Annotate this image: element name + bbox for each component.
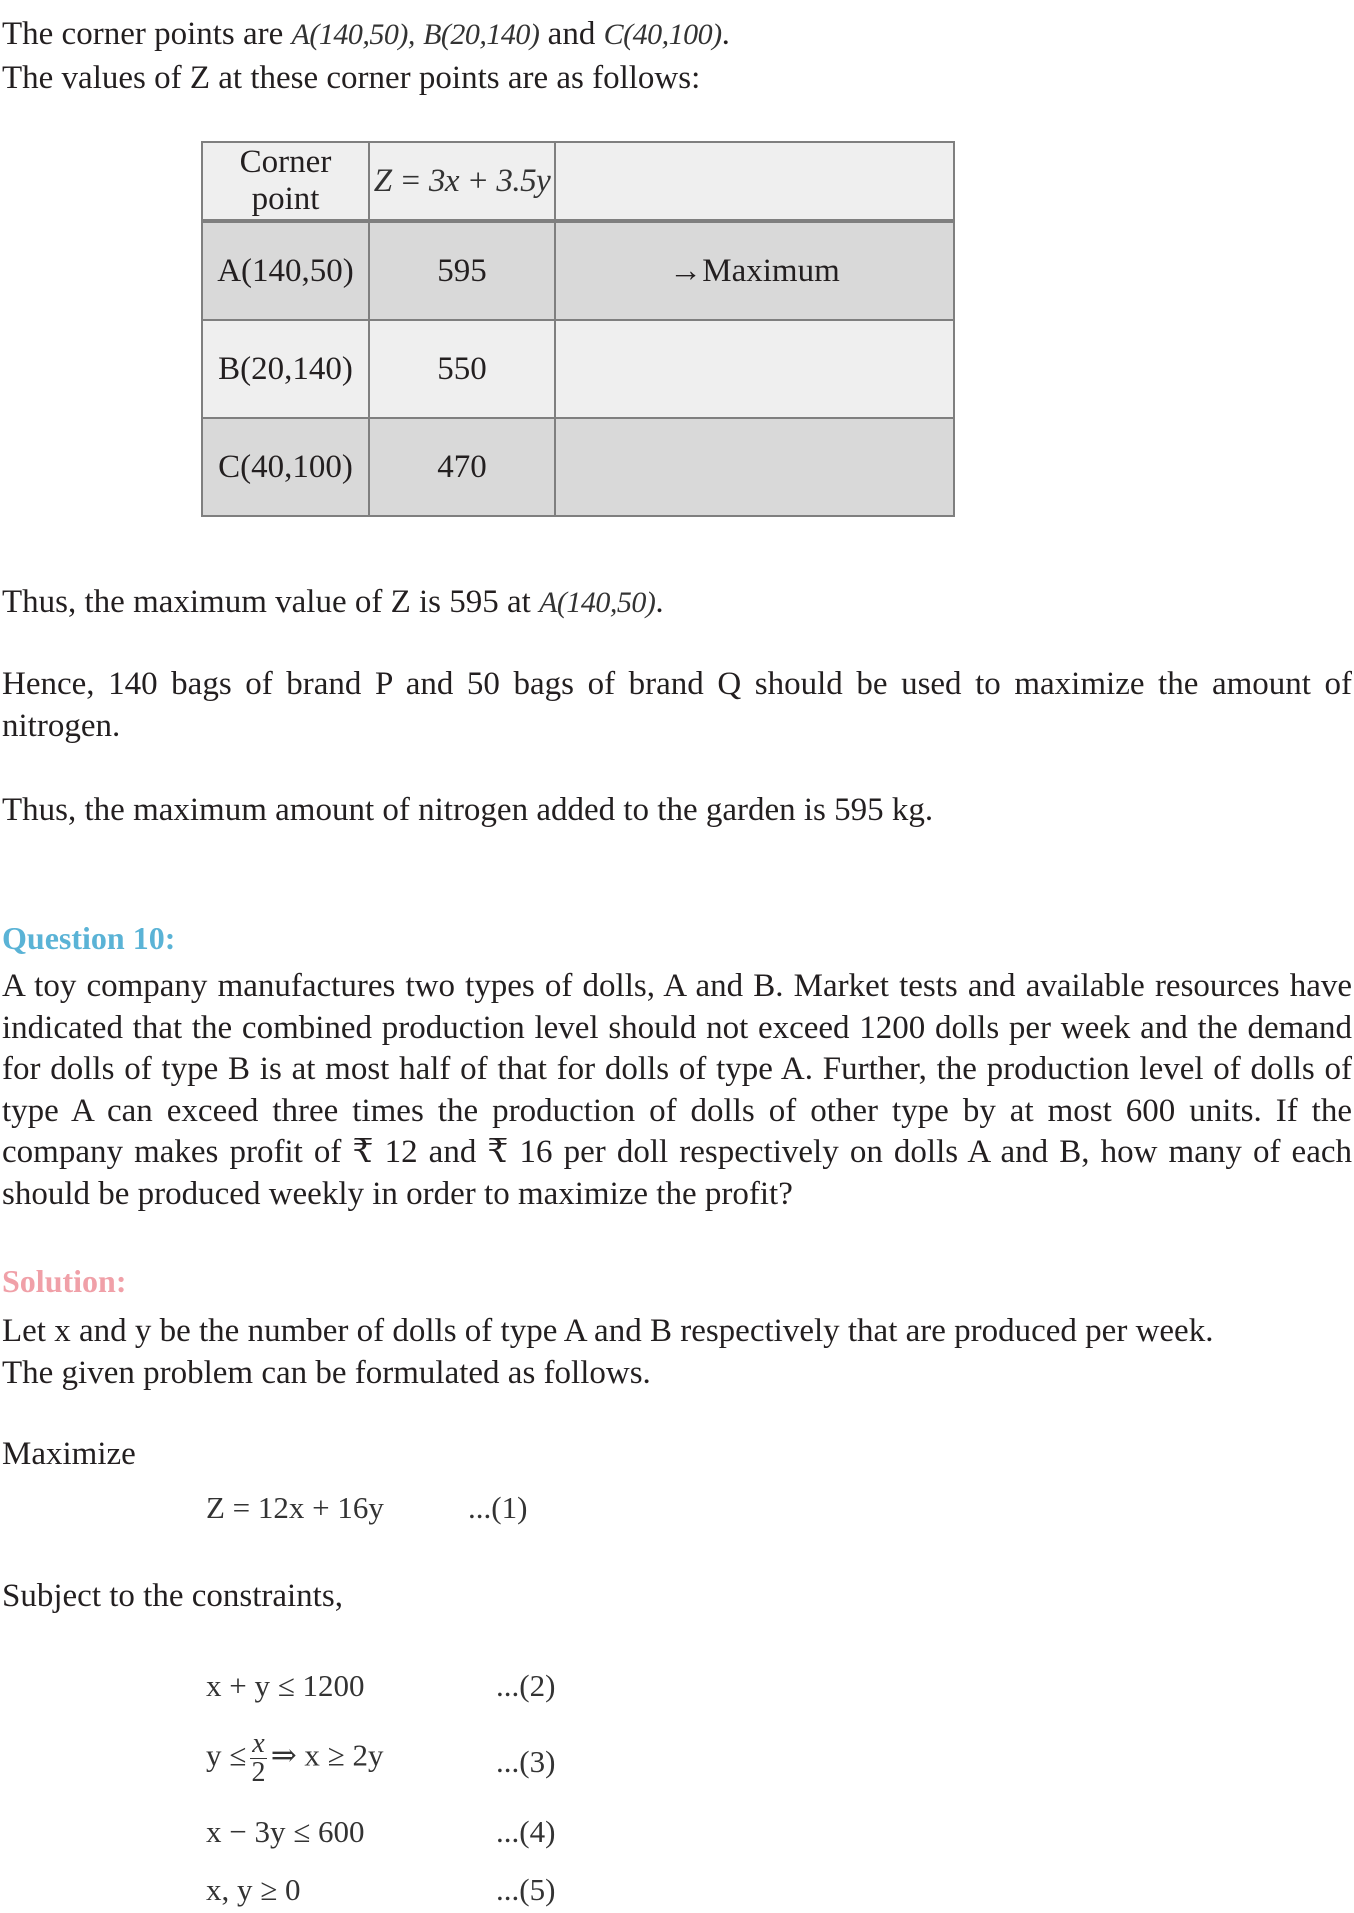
cell-point: A(140,50)	[202, 221, 369, 320]
values-intro-line: The values of Z at these corner points are as follows:	[2, 60, 701, 96]
subject-to-label: Subject to the constraints,	[2, 1578, 343, 1614]
max-point-label: A(140,50)	[539, 586, 656, 619]
cell-note: →Maximum	[555, 221, 954, 320]
cell-point: C(40,100)	[202, 418, 369, 516]
maximize-label: Maximize	[2, 1436, 136, 1472]
cell-note	[555, 418, 954, 516]
table-row	[202, 320, 954, 418]
fraction-x-over-2	[250, 1730, 266, 1787]
point-c-label: C(40,100)	[603, 18, 722, 51]
cell-point: B(20,140)	[202, 320, 369, 418]
question-paragraph: A toy company manufactures two types of dolls, A and B. Market tests and available resources have indicated that the combined production level should not exceed 1200 dolls per week and the demand for dolls of type B is at most half of that for dolls of type A. Further, the production level of dolls of type A can exceed three times the production of dolls of other type by at most 600 units. If the company makes profit of ₹ 12 and ₹ 16 per doll respectively on dolls A and B, how many of each should be produced weekly in order to maximize the profit?	[2, 968, 1352, 1212]
constraint-2: x + y ≤ 1200	[206, 1668, 365, 1703]
cell-value: 595	[369, 221, 555, 320]
solution-intro-line-2: The given problem can be formulated as follows.	[2, 1355, 651, 1391]
max-value-text: Thus, the maximum value of Z is 595 at	[2, 584, 531, 620]
header-corner-point: Corner point	[202, 142, 369, 221]
header-note	[555, 142, 954, 221]
point-a-label: A(140,50)	[291, 18, 408, 51]
solution-intro-line-1: Let x and y be the number of dolls of type A and B respectively that are produced per week.	[2, 1313, 1214, 1349]
table-header-row	[202, 142, 954, 221]
constraint-4-tag: ...(4)	[496, 1814, 556, 1849]
question-heading: Question 10:	[2, 920, 176, 956]
hence-paragraph: Hence, 140 bags of brand P and 50 bags of brand Q should be used to maximize the amount of nitrogen.	[2, 666, 1352, 744]
constraint-5-tag: ...(5)	[496, 1872, 556, 1907]
constraint-3-lhs: y ≤	[206, 1737, 247, 1773]
objective-function: Z = 12x + 16y	[206, 1490, 384, 1525]
objective-tag: ...(1)	[468, 1490, 528, 1525]
corner-point-table	[201, 141, 955, 517]
constraint-3-rhs: ⇒ x ≥ 2y	[270, 1737, 384, 1773]
frac-numerator: x	[252, 1728, 265, 1759]
separator: ,	[407, 18, 415, 51]
cell-note	[555, 320, 954, 418]
solution-heading: Solution:	[2, 1263, 127, 1299]
max-value-line	[2, 582, 664, 623]
constraint-4: x − 3y ≤ 600	[206, 1814, 365, 1849]
header-z-formula: Z = 3x + 3.5y	[369, 142, 555, 221]
constraint-3-tag: ...(3)	[496, 1744, 556, 1779]
table-row	[202, 418, 954, 516]
period: .	[721, 16, 730, 52]
cell-value: 470	[369, 418, 555, 516]
constraint-3	[206, 1730, 383, 1787]
period: .	[655, 584, 664, 620]
final-answer-line: Thus, the maximum amount of nitrogen added to the garden is 595 kg.	[2, 792, 934, 828]
constraint-2-tag: ...(2)	[496, 1668, 556, 1703]
constraint-5: x, y ≥ 0	[206, 1872, 301, 1907]
frac-denominator: 2	[251, 1757, 266, 1788]
table-row	[202, 221, 954, 320]
point-b-label: B(20,140)	[423, 18, 540, 51]
corner-points-prefix: The corner points are	[2, 16, 284, 52]
and-word: and	[547, 16, 596, 52]
cell-value: 550	[369, 320, 555, 418]
corner-points-line	[2, 14, 730, 55]
